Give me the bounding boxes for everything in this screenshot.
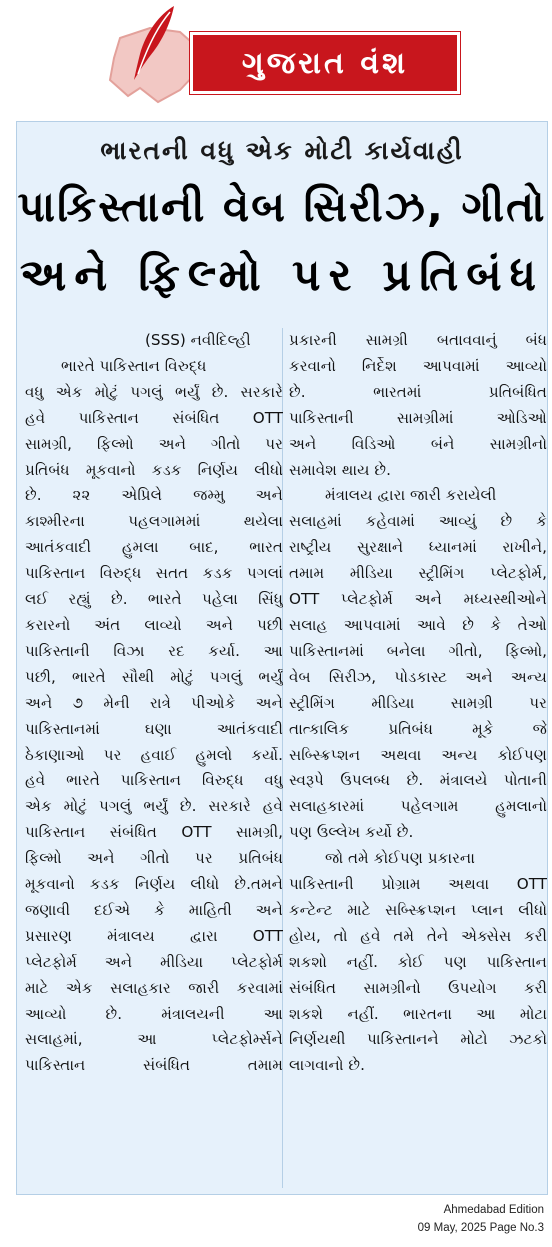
body-text-line: વધુ એક મોટું પગલું ભર્યું છે. સરકારે xyxy=(25,382,283,401)
body-text-line: પાકિસ્તાની વિઝા રદ કર્યા. આ xyxy=(25,641,283,660)
article xyxy=(16,121,548,1195)
body-text-line: (SSS) નવીદિલ્હી xyxy=(145,331,251,349)
body-text-line: એક મોટું પગલું ભર્યું છે. સરકારે હવે xyxy=(25,797,283,816)
headline-line-1: પાકિસ્તાની વેબ સિરીઝ, ગીતો xyxy=(17,182,547,231)
body-text-line: સ્વરૂપે ઉપલબ્ધ છે. મંત્રાલયે પોતાની xyxy=(289,771,547,790)
body-text-line: સામગ્રી, ફિલ્મો અને ગીતો પર xyxy=(25,434,283,453)
body-text-line: લાગવાનો છે. xyxy=(289,1056,365,1075)
body-text-line: પ્રસારણ મંત્રાલય દ્વારા OTT xyxy=(25,926,283,945)
body-text-line: પ્લેટફોર્મ અને મીડિયા પ્લેટફોર્મ xyxy=(25,952,283,971)
body-text-line: પણ ઉલ્લેખ કર્યો છે. xyxy=(289,823,414,842)
body-text-line: ફિલ્મો અને ગીતો પર પ્રતિબંધ xyxy=(25,849,283,868)
body-text-line: માટે એક સલાહકાર જારી કરવામાં xyxy=(25,978,283,997)
masthead xyxy=(0,0,552,112)
body-text-line: મંત્રાલય દ્વારા જારી કરાયેલી xyxy=(325,486,497,505)
body-text-line: પ્રકારની સામગ્રી બતાવવાનું બંધ xyxy=(289,331,547,349)
body-text-line: વેબ સિરીઝ, પોડકાસ્ટ અને અન્ય xyxy=(289,667,547,686)
body-text-line: છે. ભારતમાં પ્રતિબંધિત xyxy=(289,382,547,401)
body-text-line: સમાવેશ થાય છે. xyxy=(289,460,391,479)
article-kicker: ભારતની વધુ એક મોટી કાર્યવાહી xyxy=(100,136,464,165)
body-text-line: આતંકવાદી હુમલા બાદ, ભારત xyxy=(25,538,283,557)
body-text-line: પાકિસ્તાન વિરુદ્ધ સતત કડક પગલાં xyxy=(25,564,283,583)
body-text-line: ઠેકાણાઓ પર હવાઈ હુમલો કર્યો. xyxy=(25,745,283,764)
body-text-line: સ્ટ્રીમિંગ મીડિયા સામગ્રી પર xyxy=(289,693,547,712)
body-text-line: સબ્સ્ક્રિપ્શન અથવા અન્ય કોઈપણ xyxy=(289,745,547,764)
body-text-line: પાકિસ્તાનમાં બનેલા ગીતો, ફિલ્મો, xyxy=(289,641,547,660)
body-text-line: લઈ રહ્યું છે. ભારતે પહેલા સિંધુ xyxy=(25,590,283,609)
body-text-line: સંબંધિત સામગ્રીનો ઉપયોગ કરી xyxy=(289,978,547,997)
body-text-line: જો તમે કોઈપણ પ્રકારના xyxy=(325,849,475,868)
body-text-line: સલાહકારમાં પહેલગામ હુમલાનો xyxy=(289,797,547,816)
body-text-line: મૂકવાનો કડક નિર્ણય લીધો છે.તમને xyxy=(25,875,283,894)
body-text-line: તાત્કાલિક પ્રતિબંધ મૂકે જે xyxy=(289,719,547,738)
body-text-line: હોય, તો હવે તમે તેને એક્સેસ કરી xyxy=(289,926,547,945)
body-text-line: કરવાનો નિર્દેશ આપવામાં આવ્યો xyxy=(289,356,547,375)
edition-label: Ahmedabad Edition xyxy=(443,1204,544,1216)
body-text-line: સલાહમાં કહેવામાં આવ્યું છે કે xyxy=(289,512,547,531)
headline-line-2: અને ફિલ્મો પર પ્રતિબંધ xyxy=(19,250,545,301)
body-text-line: છે. ૨૨ એપ્રિલે જમ્મુ અને xyxy=(25,486,283,505)
body-text-line: શકશે નહીં. ભારતના આ મોટા xyxy=(289,1004,547,1023)
body-text-line: સલાહમાં, આ પ્લેટફોર્મ્સને xyxy=(25,1030,283,1049)
body-text-line: પાકિસ્તાની સામગ્રીમાં ઓડિઓ xyxy=(289,408,547,427)
body-text-line: ભારતે પાકિસ્તાન વિરુદ્ધ xyxy=(61,356,207,375)
body-text-line: પાકિસ્તાન સંબંધિત તમામ xyxy=(25,1056,283,1075)
body-text-line: હવે ભારતે પાકિસ્તાન વિરુદ્ધ વધુ xyxy=(25,771,283,790)
body-text-line: કરારનો અંત લાવ્યો અને પછી xyxy=(25,615,283,634)
body-text-line: અને વિડિઓ બંને સામગ્રીનો xyxy=(289,434,547,453)
body-text-line: તમામ મીડિયા સ્ટ્રીમિંગ પ્લેટફોર્મ, xyxy=(289,564,547,583)
body-text-line: પાકિસ્તાનમાં ઘણા આતંકવાદી xyxy=(25,719,283,738)
body-text-line: OTT પ્લેટફોર્મ અને મધ્યસ્થીઓને xyxy=(289,590,547,609)
body-text-line: અને ૭ મેની રાત્રે પીઓકે અને xyxy=(25,693,283,712)
body-text-line: પાકિસ્તાની પ્રોગ્રામ અથવા OTT xyxy=(289,875,547,894)
body-text-line: શકશો નહીં. કોઈ પણ પાકિસ્તાન xyxy=(289,952,547,971)
body-text-line: પ્રતિબંધ મૂકવાનો કડક નિર્ણય લીધો xyxy=(25,460,283,479)
quill-pen-icon xyxy=(130,4,180,84)
logo-text: ગુજરાત વંશ xyxy=(241,45,409,81)
body-text-line: નિર્ણયથી પાકિસ્તાનને મોટો ઝટકો xyxy=(289,1030,547,1049)
date-page-label: 09 May, 2025 Page No.3 xyxy=(417,1222,544,1234)
body-text-line: આવ્યો છે. મંત્રાલયની આ xyxy=(25,1004,283,1023)
body-text-line: હવે પાકિસ્તાન સંબંધિત OTT xyxy=(25,408,283,427)
left-column xyxy=(25,328,283,1079)
body-text-line: સલાહ આપવામાં આવે છે કે તેઓ xyxy=(289,615,547,634)
logo-banner[interactable] xyxy=(190,32,460,94)
body-text-line: રાષ્ટ્રીય સુરક્ષાને ધ્યાનમાં રાખીને, xyxy=(289,538,547,557)
body-text-line: કાશ્મીરના પહલગામમાં થયેલા xyxy=(25,512,283,531)
body-text-line: પાકિસ્તાન સંબંધિત OTT સામગ્રી, xyxy=(25,823,283,842)
right-column xyxy=(289,328,547,1079)
body-text-line: જણાવી દઈએ કે માહિતી અને xyxy=(25,900,283,919)
body-text-line: કન્ટેન્ટ માટે સબ્સ્ક્રિપ્શન પ્લાન લીધો xyxy=(289,900,547,919)
body-text-line: પછી, ભારતે સૌથી મોટું પગલું ભર્યું xyxy=(25,667,283,686)
